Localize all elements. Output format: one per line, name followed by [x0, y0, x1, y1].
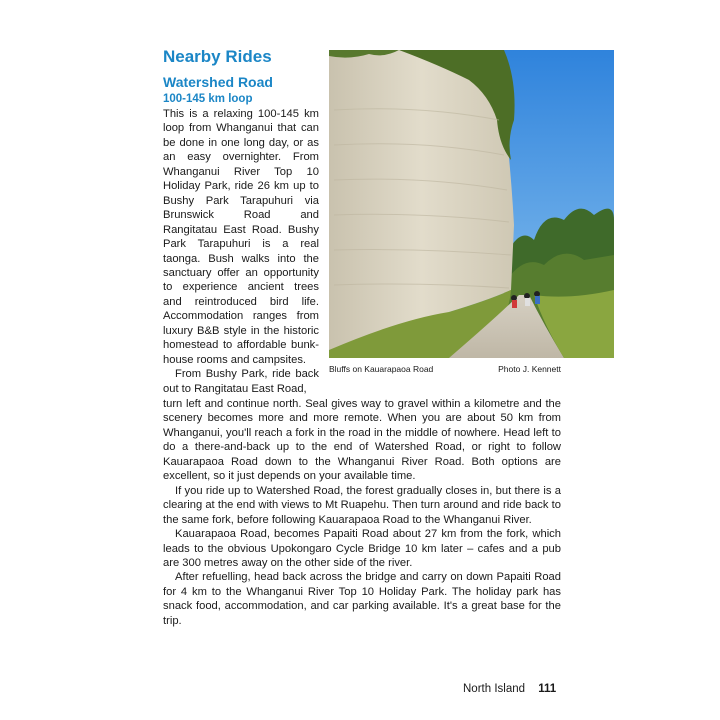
paragraph-3: If you ride up to Watershed Road, the forest gradually closes in, but there is a clearing at the end with views to Mt Ruapehu. Then turn around and ride back to the same fork, before following Kauarapaoa Road to the Whanganui River. [163, 484, 561, 526]
footer-section: North Island [463, 683, 526, 695]
page-footer [463, 683, 556, 695]
photo-caption: Bluffs on Kauarapaoa Road [329, 364, 434, 374]
photo-caption-row [329, 364, 561, 374]
ride-title: Watershed Road [163, 74, 273, 90]
photo-image [329, 50, 614, 358]
intro-paragraph: This is a relaxing 100-145 km loop from Whanganui that can be done in one long day, or as an easy overnighter. From Whanganui River Top 10 Holiday Park, ride 26 km up to Bushy Park Tarapuhuri via Brunswick Road and Rangitatau East Road. Bushy Park Tarapuhuri is a real taonga. Bush walks into the sanctuary offer an opportunity to experience ancient trees and reintroduced bird life. Accommodation ranges from luxury B&B style in the historic homestead to affordable bunk-house rooms and campsites. [163, 108, 319, 366]
paragraph-2-rest: turn left and continue north. Seal gives way to gravel within a kilometre and the scenery becomes more and more remote. When you are about 50 km from Whanganui, you'll reach a fork in the road in the middle of nowhere. Head left to do a there-and-back up to the end of Watershed Road, or right to follow Kauarapaoa Road down to the Whanganui River Road. Both options are excellent, so it just depends on your available time. [163, 398, 561, 483]
narrow-column [163, 107, 319, 396]
wide-column [163, 397, 561, 628]
section-title: Nearby Rides [163, 47, 272, 66]
cliff-photo [329, 50, 614, 358]
photo-credit: Photo J. Kennett [498, 364, 561, 374]
page-number: 111 [538, 683, 557, 695]
ride-distance: 100-145 km loop [163, 93, 253, 105]
paragraph-4: Kauarapaoa Road, becomes Papaiti Road about 27 km from the fork, which leads to the obvious Upokongaro Cycle Bridge 10 km later – cafes and a pub are 300 metres away on the other side of the river. [163, 528, 561, 569]
paragraph-5: After refuelling, head back across the bridge and carry on down Papaiti Road for 4 km to the Whanganui River Top 10 Holiday Park. The holiday park has snack food, accommodation, and car parking available. It's a great base for the trip. [163, 571, 561, 627]
paragraph-2-start: From Bushy Park, ride back out to Rangitatau East Road, [163, 368, 319, 395]
